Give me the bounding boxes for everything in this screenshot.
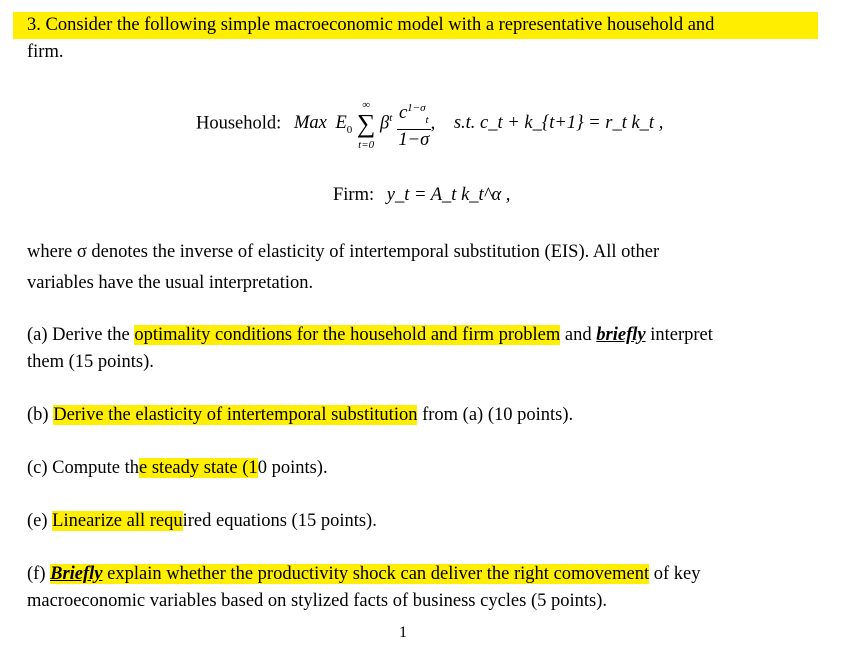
utility-fraction (397, 98, 431, 151)
page-number: 1 (399, 624, 407, 641)
part-e-highlight: Linearize all requ (52, 511, 183, 531)
max-operator: Max (293, 113, 327, 134)
expectation: E (335, 113, 347, 134)
beta-sup: t (389, 112, 393, 125)
part-a-suffix: interpret (645, 325, 713, 345)
production-function: y_t = A_t k_t^α , (386, 185, 511, 205)
part-a-emphasis: briefly (596, 325, 646, 345)
part-e-suffix: ired equations (15 points). (182, 511, 377, 531)
household-equation: Household: Max $E_0$ ∞ ∑ t=0 $\beta^t$ $\frac{c^{1-\sigma}_t}{1-\sigma}$ , s.t. c_t + k_{t+1} = r_t k_t , (196, 99, 664, 151)
household-label: Household: (196, 113, 282, 134)
util-num-sub: t (425, 113, 429, 126)
firm-equation (333, 183, 510, 207)
part-a-mid: and (560, 325, 597, 345)
part-c-suffix: 0 points). (257, 458, 328, 478)
part-f-line-1 (27, 562, 701, 586)
question-line-1: 3. Consider the following simple macroeconomic model with a representative household and (27, 15, 715, 35)
part-c (27, 456, 328, 480)
part-a-line-2: them (15 points). (27, 352, 154, 372)
beta: β (380, 113, 390, 134)
part-f-emphasis: Briefly (50, 564, 103, 584)
where-line-1: where σ denotes the inverse of elasticity of intertemporal substitution (EIS). All other (27, 242, 660, 262)
sum-upper: ∞ (362, 99, 371, 111)
part-b-prefix: (b) (27, 405, 54, 425)
part-a-prefix: (a) Derive the (27, 325, 135, 345)
part-f-suffix: of key (649, 564, 701, 584)
part-e (27, 509, 377, 533)
expectation-sub: 0 (346, 123, 353, 136)
util-den: 1−σ (398, 130, 430, 151)
part-e-prefix: (e) (27, 511, 53, 531)
part-f-prefix: (f) (27, 564, 51, 584)
sum-lower: t=0 (358, 139, 375, 151)
part-c-highlight: e steady state (1 (139, 458, 258, 478)
firm-label: Firm: (333, 185, 375, 205)
util-num: c (398, 102, 408, 123)
part-b-suffix: from (a) (10 points). (417, 405, 574, 425)
question-line-2: firm. (27, 42, 64, 62)
where-line-2: variables have the usual interpretation. (27, 273, 314, 293)
part-f-line-2: macroeconomic variables based on stylized facts of business cycles (5 points). (27, 591, 608, 611)
summation: ∞ ∑ t=0 (356, 99, 376, 151)
part-f-highlight: explain whether the productivity shock can deliver the right comovement (102, 564, 650, 584)
part-a-highlight: optimality conditions for the household and firm problem (134, 325, 561, 345)
part-a-line-1 (27, 323, 713, 347)
part-c-prefix: (c) Compute th (27, 458, 140, 478)
part-b-highlight: Derive the elasticity of intertemporal substitution (53, 405, 418, 425)
budget-constraint: s.t. c_t + k_{t+1} = r_t k_t , (453, 113, 664, 134)
part-b (27, 403, 573, 427)
util-num-sup: 1−σ (407, 101, 426, 114)
